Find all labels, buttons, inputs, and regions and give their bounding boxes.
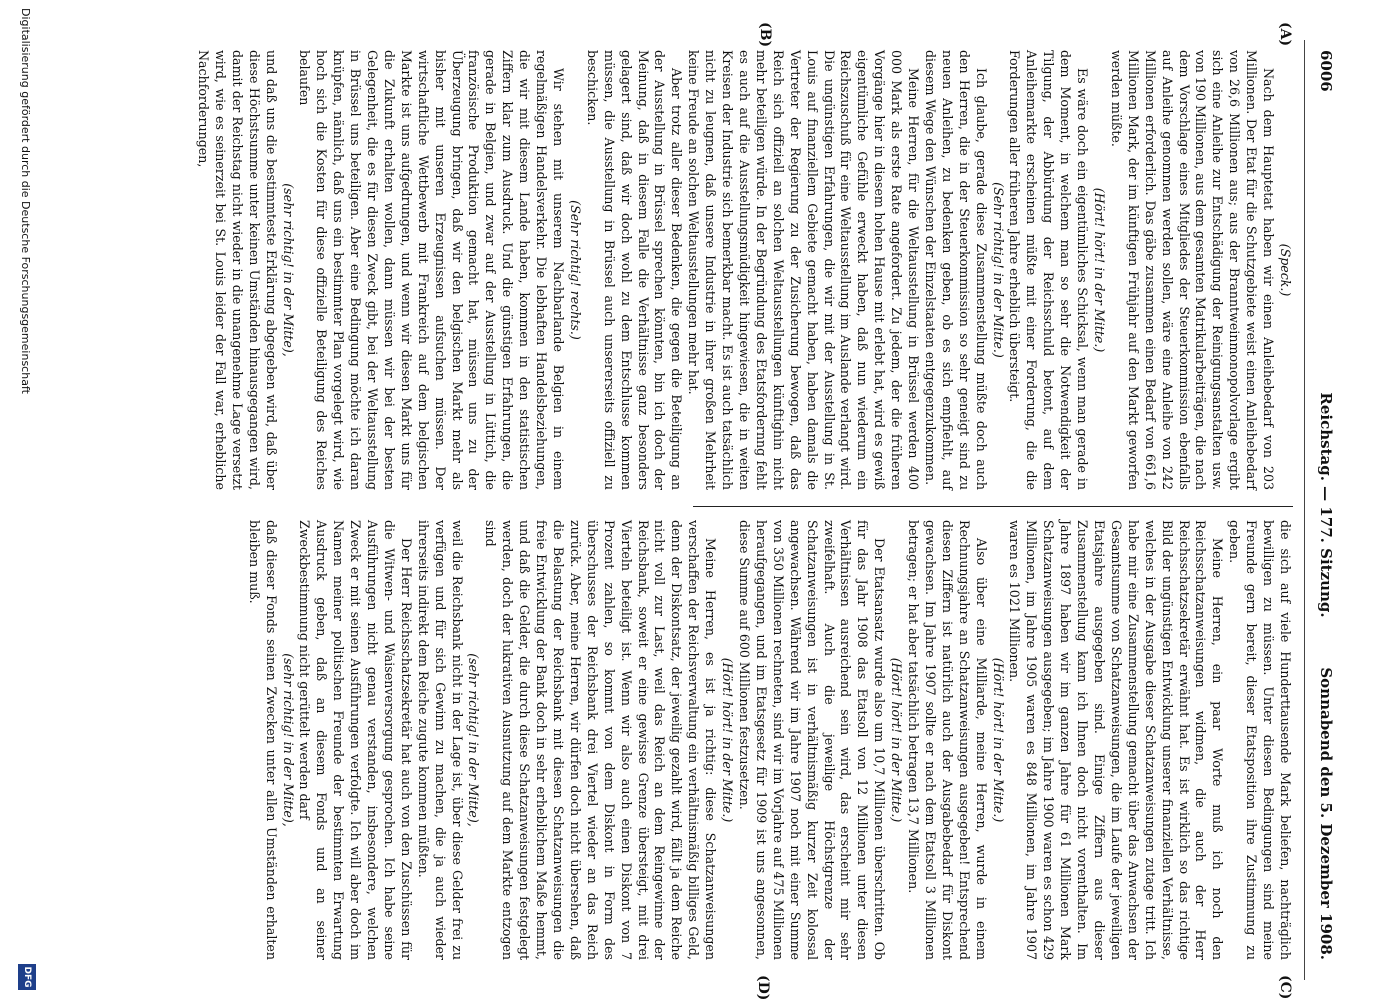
paragraph: Der Etatsansatz wurde also um 10,7 Millionen überschritten. Ob für das Jahr 1908 das Etatsoll von 12 Millionen unter diesen Verhältnissen ausreichend sein wird, das erscheint mir sehr zweifelhaft. Auch die jeweilige Höchstgrenze der Schatzanweisungen ist in verhältnismäßig kurzer Zeit kolossal angewachsen. Während wir im Jahre 1907 noch mit einer Summe von 350 Millionen rechneten, sind wir im Vorjahre auf 475 Millionen heraufgegangen, und im Etatsgesetz für 1909 ist uns angesonnen, diese Summe auf 600 Millionen festzusetzen. — [737, 520, 888, 960]
digitization-footer — [12, 0, 38, 1000]
page-header — [1309, 50, 1341, 960]
paragraph: Wir stehen mit unserem Nachbarlande Belgien in einem regelmäßigen Handelsverkehr. Die lebhaften Handelsbeziehungen, die wir mit diesem Lande haben, kommen in den statistischen Ziffern klar zum Ausdruck. Und die günstigen Erfahrungen, die gerade in Belgien, und zwar auf der Ausstellung in Lüttich, die französische Produktion gemacht hat, müssen uns zu der Überzeugung bringen, daß wir den belgischen Markt mehr als bisher mit unseren Erzeugnissen aufsuchen müssen. Der wirtschaftliche Wettbewerb mit Frankreich auf dem belgischen Markte ist uns aufgedrungen, und wenn wir diesen Markt uns für die Zukunft erhalten wollen, dann müssen wir bei der besten Gelegenheit, die es für diesen Zweck gibt, bei der Weltausstellung in Brüssel uns beteiligen. Aber eine Bedingung möchte ich daran knüpfen, nämlich, daß uns ein bestimmter Plan vorgelegt wird, wie hoch sich die Kosten für diese offizielle Beteiligung des Reiches belaufen — [297, 50, 567, 490]
margin-marker-c: (C) — [1277, 975, 1293, 1000]
paragraph: Nach dem Hauptetat haben wir einen Anleihebedarf von 203 Millionen. Der Etat für die Schutzgebiete weist einen Anleihebedarf von 26,6 Millionen aus; aus der Branntweinmonopolvorlage ergibt sich eine Anleihe zur Entschädigung der Reinigungsanstalten usw. von 190 Millionen, aus dem gesamten Matrikularbeiträgen, die nach dem Vorschlage eines Mitgliedes der Steuerkommission ebenfalls auf Anleihe genommen werden sollen, wäre eine Anleihe von 242 Millionen erforderlich. Das gäbe zusammen einen Bedarf von 661,6 Millionen Mark, der im künftigen Frühjahr auf den Markt geworfen werden müßte. — [1108, 50, 1277, 490]
interjection: (sehr richtig! in der Mitte), — [280, 183, 296, 357]
margin-marker-a: (A) — [1277, 22, 1293, 47]
interjection: (Hört! hört! in der Mitte.) — [990, 657, 1006, 823]
column-divider — [693, 506, 1293, 507]
paragraph: Meine Herren, für die Weltausstellung in Brüssel werden 400 000 Mark als erste Rate angefordert. Zu jedem, der die früheren Vorgänge hier in diesem hohen Hause mit erlebt hat, wird es gewiß eigentümliche Gefühle erweckt haben, daß nun wiederum ein Reichszuschuß für eine Weltausstellung im Auslande verlangt wird. Die ungünstigen Erfahrungen, die wir mit der Ausstellung in St. Louis auf finanziellem Gebiete gemacht haben, haben damals die Vertreter der Regierung zu der Zusicherung bewogen, daß das Reich sich offiziell an solchen Weltausstellungen künftighin nicht mehr beteiligen würde. In der Begründung des Etatsfordernng fehlt es auch auf die Ausstellungsmüdigkeit hingewiesen, die in weiten Kreisen der Industrie sich bemerkbar macht. Es ist auch tatsächlich nicht zu leugnen, daß unsere Industrie in ihrer großen Mehrheit keine Freude an solchen Weltausstellungen mehr hat. — [686, 50, 922, 490]
paragraph: Es wäre doch ein eigentümliches Schicksal, wenn man gerade in dem Moment, in welchem man so sehr die Notwendigkeit der Tilgung, der Abbürdung der Reichsschuld betont, auf dem Anleihemarkte erscheinen müßte mit einer Forderung, die die Forderungen aller früheren Jahre erheblich übersteigt. — [1007, 50, 1091, 490]
margin-marker-d: (D) — [755, 975, 771, 1000]
paragraph: Meine Herren, ein paar Worte muß ich noch den Reichsschatzanweisungen widmen, die auch der Herr Reichsschatzsekretär erwähnt hat. Es ist wirklich so das richtige Bild der ungünstigen Entwicklung unserer finanziellen Verhältnisse, welches in der Ausgabe dieser Schatzanweisungen zutage tritt. Ich habe mir eine Zusammenstellung gemacht über das Anwachsen der Gesamtsumme von Schatzanweisungen, die im Laufe der jeweiligen Etatsjahre ausgegeben sind. Einige Ziffern aus dieser Zusammenstellung kann ich Ihnen doch nicht vorenthalten. Im Jahre 1897 haben wir im ganzen Jahre für 61 Millionen Mark Schatzanweisungen ausgegeben; im Jahre 1900 waren es schon 429 Millionen, im Jahre 1905 waren es 848 Millionen, im Jahre 1907 waren es 1021 Millionen. — [1007, 520, 1226, 960]
paragraph: die sich auf viele Hunderttausende Mark beliefen, nachträglich bewilligen zu müssen. Unter diesen Bedingungen sind meine Freunde gern bereit, dieser Etatsposition ihre Zustimmung zu geben. — [1227, 520, 1293, 960]
interjection: (sehr richtig! in der Mitte), — [466, 653, 482, 827]
paragraph: Meine Herren, es ist ja richtig: diese Schatzanweisungen verschaffen der Reichsverwaltung ein verhältnismäßig billiges Geld, denn der Diskontsatz, der jeweilig gezahlt wird, fällt ja dem Reiche nicht voll zur Last, weil das Reich an dem Reingewinne der Reichsbank, soweit er eine gewisse Grenze übersteigt, mit drei Vierteln beteiligt ist. Wenn wir also auch einen Diskont von 7 Prozent zahlen, so kommt von dem Diskont in Form des überschusses der Reichsbank drei Viertel wieder an das Reich zurück. Aber, meine Herren, wir dürfen doch nicht übersehen, daß die Belastung der Reichsbank mit diesen Schatzanweisungen die freie Entwicklung der Bank doch in sehr erheblichem Maße hemmt, und daß die Gelder, die durch diese Schatzanweisungen festgelegt werden, doch der lukrativen Ausnutzung auf dem Markte entzogen sind — [483, 520, 719, 960]
session-date: Sonnabend den 5. Dezember 1908. — [1317, 667, 1335, 960]
digitization-credit: Digitalisierung gefördert durch die Deutsche Forschungsgemeinschaft — [19, 8, 32, 394]
interjection: (sehr richtig! in der Mitte), — [280, 653, 296, 827]
left-text-column — [196, 50, 1293, 490]
paragraph: Ich glaube, gerade diese Zusammenstellung müßte doch auch den Herren, die in der Steuerkommission so sehr geneigt sind zu neuen Anleihen, zu bedenken geben, ob es sich empfiehlt, auf diesem Wege den Wünschen der Einzelstaaten entgegenzukommen. — [922, 50, 989, 490]
paragraph: daß dieser Fonds seinen Zwecken unter allen Umständen erhalten bleiben muß. — [246, 520, 279, 960]
speaker-name: (Speck.) — [1278, 243, 1293, 297]
interjection: (Hört! hört! in der Mitte.) — [720, 657, 736, 823]
paragraph: Der Herr Reichsschatzsekretär hat auch von den Zuschüssen für die Witwen- und Waisenversorgung gesprochen. Ich habe seine Ausführungen nicht genau verstanden, insbesondere, welchen Zweck er mit seinen Ausführungen verfolgte. Ich will aber doch im Namen meiner politischen Freunde der bestimmten Erwartung Ausdruck geben, daß an diesem Fonds und an seiner Zweckbestimmung nicht gerüttelt werden darf — [297, 520, 414, 960]
page-title: Reichstag. — 177. Sitzung. — [1317, 392, 1335, 618]
header-rule — [1304, 40, 1305, 980]
interjection: (Sehr richtig! rechts.) — [567, 200, 583, 340]
paragraph: weil die Reichsbank nicht in der Lage ist, über diese Gelder frei zu verfügen und für sich Gewinn zu machen, die ja auch wieder ihrerseits indirekt dem Reiche zugute kommen müßten. — [415, 520, 465, 960]
paragraph: Also über eine Milliarde, meine Herren, wurde in einem Rechnungsjahre an Schatzanweisungen ausgegeben! Entsprechend diesen Ziffern ist natürlich auch der Ausgabebedarf für Diskont gewachsen. Im Jahre 1907 sollte er nach dem Etatsoll 3 Millionen betragen; er hat aber tatsächlich betragen 13,7 Millionen. — [906, 520, 989, 960]
paragraph: und daß uns die bestimmteste Erklärung abgegeben wird, daß über diese Höchstsumme unter keinen Umständen hinausgegangen wird, damit der Reichstag nicht wieder in die unangenehme Lage versetzt wird, wie es seinerzeit bei St. Louis leider der Fall war, erhebliche Nachforderungen, — [196, 50, 279, 490]
interjection: (Hört! hört! in der Mitte.) — [1092, 187, 1108, 353]
interjection: (Hört! hört! in der Mitte.) — [889, 657, 905, 823]
right-text-column — [246, 520, 1293, 960]
interjection: (Sehr richtig! in der Mitte.) — [990, 182, 1006, 358]
margin-marker-b: (B) — [757, 22, 773, 48]
page-number: 6006 — [1317, 50, 1335, 92]
dfg-logo: DFG — [18, 964, 36, 990]
paragraph: Aber trotz aller dieser Bedenken, die gegen die Beteiligung an der Ausstellung in Brüssel sprechen könnten, bin ich doch der Meinung, daß in diesem Falle die Verhältnisse ganz besonders gelagert sind, daß wir doch wohl zu dem Entschlusse kommen müssen, die Ausstellung in Brüssel auch unsererseits offiziell zu beschicken. — [584, 50, 685, 490]
